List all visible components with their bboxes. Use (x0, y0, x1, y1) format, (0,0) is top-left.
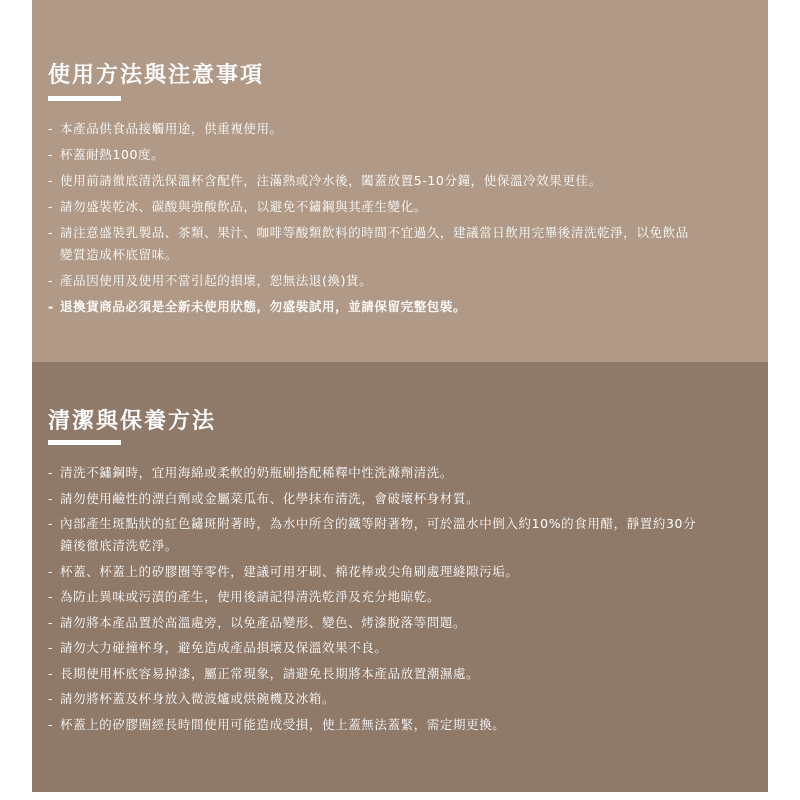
list-item (48, 118, 698, 140)
bullet-dash: - (48, 225, 54, 240)
bullet-dash: - (48, 691, 54, 706)
list-item-text: 使用前請徹底清洗保溫杯含配件，注滿熱或冷水後，闔蓋放置5-10分鐘，使保溫冷效果更佳。 (60, 173, 602, 188)
list-item-text: 退換貨商品必須是全新未使用狀態，勿盛裝試用，並請保留完整包裝。 (60, 299, 467, 314)
bullet-dash: - (48, 490, 54, 506)
list-item-text: 杯蓋、杯蓋上的矽膠圈等零件，建議可用牙刷、棉花棒或尖角刷處理縫隙污垢。 (60, 563, 519, 579)
bullet-dash: - (48, 563, 54, 579)
list-item-text: 長期使用杯底容易掉漆，屬正常現象，請避免長期將本產品放置潮濕處。 (60, 665, 480, 681)
list-item (48, 222, 698, 266)
list-item (48, 637, 698, 659)
list-item (48, 144, 698, 166)
list-item-text: 清洗不鏽鋼時，宜用海綿或柔軟的奶瓶刷搭配稀釋中性洗滌劑清洗。 (60, 465, 454, 480)
bullet-dash: - (48, 589, 54, 604)
bullet-dash: - (48, 299, 54, 314)
bullet-dash: - (48, 121, 54, 136)
list-item (48, 586, 698, 608)
list-item (48, 688, 698, 710)
list-item-text: 請勿使用鹼性的漂白劑或金屬菜瓜布、化學抹布清洗，會破壞杯身材質。 (60, 490, 480, 506)
list-item-text: 杯蓋耐熱100度。 (60, 147, 165, 162)
list-item (48, 714, 698, 736)
cleaning-care-title: 清潔與保養方法 (48, 409, 217, 434)
list-item (48, 170, 698, 192)
usage-notes-title-underline (48, 96, 121, 101)
list-item (48, 296, 698, 318)
list-item-text: 杯蓋上的矽膠圈經長時間使用可能造成受損，使上蓋無法蓋緊，需定期更換。 (60, 716, 506, 732)
list-item (48, 196, 698, 218)
bullet-dash: - (48, 465, 54, 480)
usage-notes-list (48, 118, 698, 322)
list-item-text: 請勿大力碰撞杯身，避免造成產品損壞及保溫效果不良。 (60, 640, 388, 655)
bullet-dash: - (48, 716, 54, 732)
list-item-text: 請注意盛裝乳製品、茶類、果汁、咖啡等酸類飲料的時間不宜過久，建議當日飲用完畢後清洗乾淨，以免飲品變質造成杯底留味。 (60, 225, 689, 262)
bullet-dash: - (48, 640, 54, 655)
list-item (48, 513, 698, 557)
list-item (48, 270, 698, 292)
bullet-dash: - (48, 199, 54, 214)
list-item (48, 663, 698, 685)
list-item-text: 為防止異味或污漬的產生，使用後請記得清洗乾淨及充分地晾乾。 (60, 589, 440, 604)
cleaning-care-list (48, 462, 698, 739)
list-item (48, 561, 698, 583)
list-item-text: 請勿將本產品置於高溫處旁，以免產品變形、變色、烤漆脫落等問題。 (60, 614, 467, 630)
list-item (48, 612, 698, 634)
list-item-text: 內部產生斑點狀的紅色鏽斑附著時，為水中所含的鐵等附著物，可於溫水中倒入約10%的食用醋，靜置約30分鐘後徹底清洗乾淨。 (60, 516, 697, 553)
list-item-text: 請勿盛裝乾冰、碳酸與強酸飲品，以避免不鏽鋼與其產生變化。 (60, 199, 427, 214)
list-item-text: 本產品供食品接觸用途，供重複使用。 (60, 121, 283, 136)
bullet-dash: - (48, 614, 54, 630)
usage-notes-title: 使用方法與注意事項 (48, 63, 265, 88)
bullet-dash: - (48, 273, 54, 288)
list-item-text: 請勿將杯蓋及杯身放入微波爐或烘碗機及冰箱。 (60, 691, 336, 706)
bullet-dash: - (48, 173, 54, 188)
bullet-dash: - (48, 665, 54, 681)
bullet-dash: - (48, 516, 54, 531)
bullet-dash: - (48, 147, 54, 162)
list-item (48, 488, 698, 510)
cleaning-care-title-underline (48, 440, 121, 445)
list-item (48, 462, 698, 484)
list-item-text: 產品因使用及使用不當引起的損壞，恕無法退(換)貨。 (60, 273, 373, 288)
